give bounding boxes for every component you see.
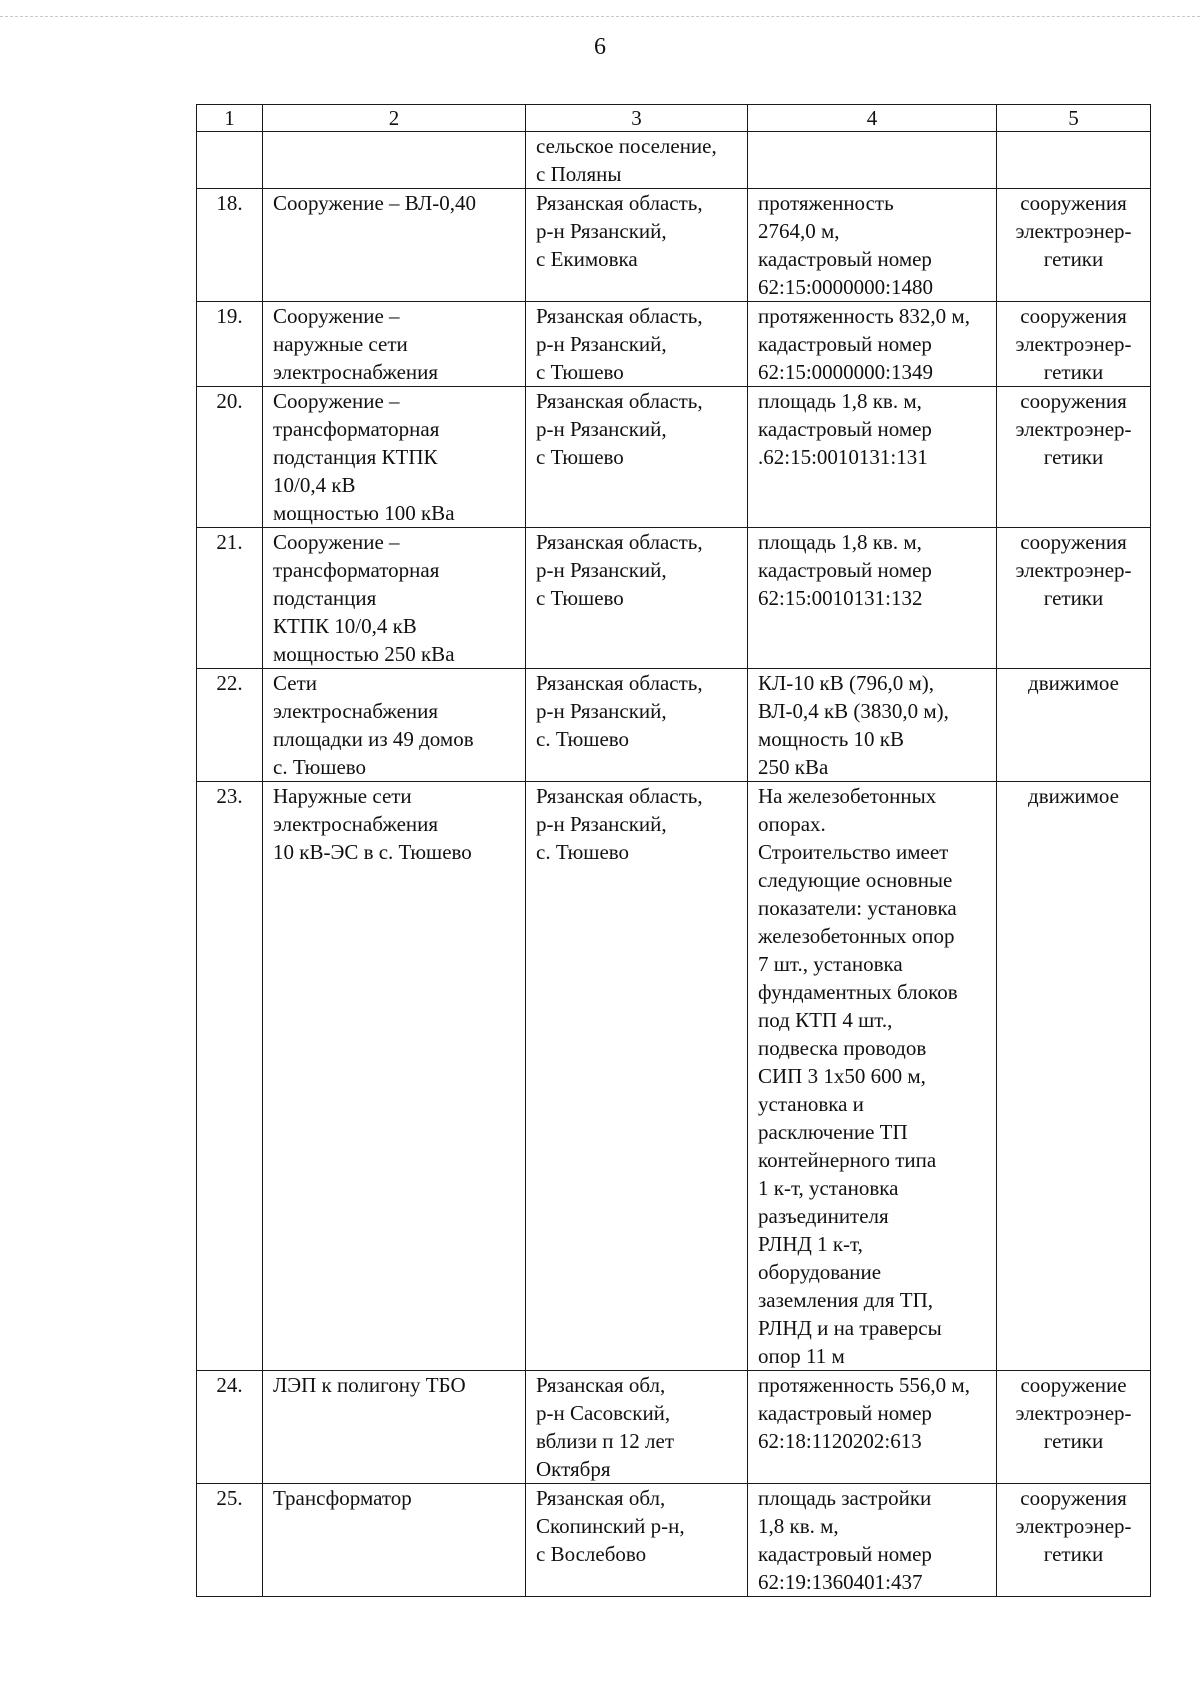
cell-line: 62:18:1120202:613 bbox=[758, 1429, 922, 1453]
cell-line: движимое bbox=[1028, 784, 1119, 808]
cell-line: подстанция КТПК bbox=[273, 445, 438, 469]
cell-line: кадастровый номер bbox=[758, 332, 932, 356]
cell-line: кадастровый номер bbox=[758, 417, 932, 441]
cell-line: гетики bbox=[1043, 445, 1104, 469]
cell-line: Октября bbox=[536, 1457, 611, 1481]
location-cell bbox=[526, 1484, 748, 1597]
cell-line: сооружения bbox=[1020, 530, 1127, 554]
page-number: 6 bbox=[594, 34, 606, 60]
row-number-cell: 22. bbox=[197, 669, 263, 782]
header-row bbox=[197, 105, 1151, 132]
column-header-5: 5 bbox=[997, 105, 1151, 132]
cell-line: Сооружение – ВЛ-0,40 bbox=[273, 191, 476, 215]
row-number-cell: 21. bbox=[197, 528, 263, 669]
cell-line: электроэнер- bbox=[1015, 558, 1132, 582]
cell-line: гетики bbox=[1043, 586, 1104, 610]
cell-line: следующие основные bbox=[758, 868, 953, 892]
cell-line: р-н Рязанский, bbox=[536, 699, 667, 723]
row-number-cell: 20. bbox=[197, 387, 263, 528]
table-row bbox=[197, 1484, 1151, 1597]
category-cell bbox=[997, 1484, 1151, 1597]
details-cell bbox=[748, 302, 997, 387]
cell-line: 62:19:1360401:437 bbox=[758, 1570, 923, 1594]
cell-line: кадастровый номер bbox=[758, 558, 932, 582]
cell-line: гетики bbox=[1043, 1542, 1104, 1566]
cell-line: электроснабжения bbox=[273, 360, 439, 384]
details-cell bbox=[748, 1484, 997, 1597]
cell-line: сооружения bbox=[1020, 389, 1127, 413]
cell-line: площадки из 49 домов bbox=[273, 727, 474, 751]
category-cell bbox=[997, 782, 1151, 1371]
cell-line: электроэнер- bbox=[1015, 332, 1132, 356]
cell-line: сооружения bbox=[1020, 191, 1127, 215]
cell-line: электроснабжения bbox=[273, 699, 439, 723]
row-number-cell: 25. bbox=[197, 1484, 263, 1597]
details-cell bbox=[748, 387, 997, 528]
cell-line: 62:15:0000000:1480 bbox=[758, 275, 934, 299]
cell-line: площадь 1,8 кв. м, bbox=[758, 530, 922, 554]
name-cell bbox=[263, 1484, 526, 1597]
cell-line: подстанция bbox=[273, 586, 377, 610]
cell-line: ЛЭП к полигону ТБО bbox=[273, 1373, 466, 1397]
cell-line: Скопинский р-н, bbox=[536, 1514, 685, 1538]
cell-line: трансформаторная bbox=[273, 558, 440, 582]
cell-line: кадастровый номер bbox=[758, 1542, 932, 1566]
cell-line: Строительство имеет bbox=[758, 840, 949, 864]
cell-line: 2764,0 м, bbox=[758, 219, 840, 243]
cell-line: сооружения bbox=[1020, 1486, 1127, 1510]
cell-line: опор 11 м bbox=[758, 1344, 845, 1368]
cell-line: Наружные сети bbox=[273, 784, 412, 808]
cell-line: Рязанская область, bbox=[536, 530, 703, 554]
cell-line: Сооружение – bbox=[273, 530, 400, 554]
property-table bbox=[196, 104, 1151, 1597]
cell-line: 10/0,4 кВ bbox=[273, 473, 356, 497]
category-cell bbox=[997, 1371, 1151, 1484]
cell-line: 7 шт., установка bbox=[758, 952, 903, 976]
name-cell bbox=[263, 1371, 526, 1484]
location-cell bbox=[526, 782, 748, 1371]
cell-line: КТПК 10/0,4 кВ bbox=[273, 614, 417, 638]
cell-line: Сети bbox=[273, 671, 317, 695]
name-cell bbox=[263, 302, 526, 387]
cell-line: движимое bbox=[1028, 671, 1119, 695]
name-cell bbox=[263, 189, 526, 302]
scan-edge-line bbox=[0, 16, 1200, 17]
column-header-3: 3 bbox=[526, 105, 748, 132]
location-cell bbox=[526, 132, 748, 189]
cell-line: с Тюшево bbox=[536, 586, 624, 610]
category-cell bbox=[997, 132, 1151, 189]
cell-line: 1 к-т, установка bbox=[758, 1176, 899, 1200]
category-cell bbox=[997, 302, 1151, 387]
location-cell bbox=[526, 1371, 748, 1484]
cell-line: РЛНД и на траверсы bbox=[758, 1316, 942, 1340]
location-cell bbox=[526, 189, 748, 302]
cell-line: площадь 1,8 кв. м, bbox=[758, 389, 922, 413]
cell-line: кадастровый номер bbox=[758, 247, 932, 271]
cell-line: установка и bbox=[758, 1092, 864, 1116]
cell-line: фундаментных блоков bbox=[758, 980, 958, 1004]
table-row bbox=[197, 1371, 1151, 1484]
table-row bbox=[197, 132, 1151, 189]
cell-line: Рязанская область, bbox=[536, 304, 703, 328]
category-cell bbox=[997, 669, 1151, 782]
name-cell bbox=[263, 387, 526, 528]
cell-line: с Тюшево bbox=[536, 360, 624, 384]
cell-line: электроснабжения bbox=[273, 812, 439, 836]
cell-line: гетики bbox=[1043, 247, 1104, 271]
category-cell bbox=[997, 528, 1151, 669]
cell-line: р-н Рязанский, bbox=[536, 558, 667, 582]
cell-line: На железобетонных bbox=[758, 784, 937, 808]
cell-line: показатели: установка bbox=[758, 896, 957, 920]
details-cell bbox=[748, 669, 997, 782]
details-cell bbox=[748, 782, 997, 1371]
cell-line: наружные сети bbox=[273, 332, 408, 356]
cell-line: с Тюшево bbox=[536, 445, 624, 469]
cell-line: с Вослебово bbox=[536, 1542, 647, 1566]
cell-line: р-н Рязанский, bbox=[536, 332, 667, 356]
name-cell bbox=[263, 782, 526, 1371]
row-number-cell: 18. bbox=[197, 189, 263, 302]
location-cell bbox=[526, 669, 748, 782]
cell-line: 62:15:0000000:1349 bbox=[758, 360, 934, 384]
category-cell bbox=[997, 189, 1151, 302]
row-number-cell: 24. bbox=[197, 1371, 263, 1484]
cell-line: протяженность 556,0 м, bbox=[758, 1373, 970, 1397]
column-header-4: 4 bbox=[748, 105, 997, 132]
cell-line: железобетонных опор bbox=[758, 924, 955, 948]
cell-line: гетики bbox=[1043, 1429, 1104, 1453]
cell-line: оборудование bbox=[758, 1260, 882, 1284]
cell-line: с. Тюшево bbox=[273, 755, 367, 779]
cell-line: электроэнер- bbox=[1015, 219, 1132, 243]
cell-line: площадь застройки bbox=[758, 1486, 932, 1510]
cell-line: с. Тюшево bbox=[536, 727, 630, 751]
details-cell bbox=[748, 132, 997, 189]
cell-line: мощность 10 кВ bbox=[758, 727, 905, 751]
cell-line: Рязанская область, bbox=[536, 191, 703, 215]
cell-line: Рязанская область, bbox=[536, 671, 703, 695]
cell-line: опорах. bbox=[758, 812, 826, 836]
details-cell bbox=[748, 1371, 997, 1484]
cell-line: РЛНД 1 к-т, bbox=[758, 1232, 863, 1256]
cell-line: расключение ТП bbox=[758, 1120, 908, 1144]
cell-line: 1,8 кв. м, bbox=[758, 1514, 839, 1538]
cell-line: подвеска проводов bbox=[758, 1036, 927, 1060]
cell-line: Рязанская область, bbox=[536, 389, 703, 413]
column-header-1: 1 bbox=[197, 105, 263, 132]
cell-line: Сооружение – bbox=[273, 304, 400, 328]
cell-line: СИП 3 1х50 600 м, bbox=[758, 1064, 926, 1088]
cell-line: сооружения bbox=[1020, 304, 1127, 328]
category-cell bbox=[997, 387, 1151, 528]
cell-line: мощностью 100 кВа bbox=[273, 501, 455, 525]
cell-line: протяженность 832,0 м, bbox=[758, 304, 970, 328]
cell-line: 10 кВ-ЭС в с. Тюшево bbox=[273, 840, 472, 864]
location-cell bbox=[526, 528, 748, 669]
cell-line: Рязанская обл, bbox=[536, 1373, 666, 1397]
cell-line: с Поляны bbox=[536, 162, 622, 186]
cell-line: электроэнер- bbox=[1015, 1514, 1132, 1538]
cell-line: электроэнер- bbox=[1015, 417, 1132, 441]
cell-line: вблизи п 12 лет bbox=[536, 1429, 675, 1453]
cell-line: р-н Рязанский, bbox=[536, 812, 667, 836]
cell-line: сельское поселение, bbox=[536, 134, 717, 158]
cell-line: Трансформатор bbox=[273, 1486, 412, 1510]
cell-line: кадастровый номер bbox=[758, 1401, 932, 1425]
cell-line: Сооружение – bbox=[273, 389, 400, 413]
cell-line: Рязанская область, bbox=[536, 784, 703, 808]
cell-line: контейнерного типа bbox=[758, 1148, 937, 1172]
name-cell bbox=[263, 132, 526, 189]
details-cell bbox=[748, 528, 997, 669]
cell-line: р-н Рязанский, bbox=[536, 417, 667, 441]
table-row bbox=[197, 528, 1151, 669]
row-number-cell bbox=[197, 132, 263, 189]
cell-line: КЛ-10 кВ (796,0 м), bbox=[758, 671, 934, 695]
cell-line: гетики bbox=[1043, 360, 1104, 384]
name-cell bbox=[263, 528, 526, 669]
cell-line: 62:15:0010131:132 bbox=[758, 586, 923, 610]
row-number-cell: 23. bbox=[197, 782, 263, 1371]
cell-line: с Екимовка bbox=[536, 247, 638, 271]
column-header-2: 2 bbox=[263, 105, 526, 132]
cell-line: р-н Сасовский, bbox=[536, 1401, 671, 1425]
location-cell bbox=[526, 387, 748, 528]
cell-line: .62:15:0010131:131 bbox=[758, 445, 928, 469]
cell-line: Рязанская обл, bbox=[536, 1486, 666, 1510]
cell-line: 250 кВа bbox=[758, 755, 829, 779]
name-cell bbox=[263, 669, 526, 782]
cell-line: протяженность bbox=[758, 191, 894, 215]
row-number-cell: 19. bbox=[197, 302, 263, 387]
details-cell bbox=[748, 189, 997, 302]
table-row bbox=[197, 669, 1151, 782]
cell-line: разъединителя bbox=[758, 1204, 889, 1228]
table-row bbox=[197, 189, 1151, 302]
cell-line: под КТП 4 шт., bbox=[758, 1008, 893, 1032]
cell-line: с. Тюшево bbox=[536, 840, 630, 864]
table-body bbox=[197, 132, 1151, 1597]
cell-line: электроэнер- bbox=[1015, 1401, 1132, 1425]
cell-line: ВЛ-0,4 кВ (3830,0 м), bbox=[758, 699, 949, 723]
table-row bbox=[197, 387, 1151, 528]
cell-line: заземления для ТП, bbox=[758, 1288, 934, 1312]
table-row bbox=[197, 782, 1151, 1371]
location-cell bbox=[526, 302, 748, 387]
cell-line: мощностью 250 кВа bbox=[273, 642, 455, 666]
cell-line: трансформаторная bbox=[273, 417, 440, 441]
cell-line: р-н Рязанский, bbox=[536, 219, 667, 243]
cell-line: сооружение bbox=[1020, 1373, 1127, 1397]
table-row bbox=[197, 302, 1151, 387]
